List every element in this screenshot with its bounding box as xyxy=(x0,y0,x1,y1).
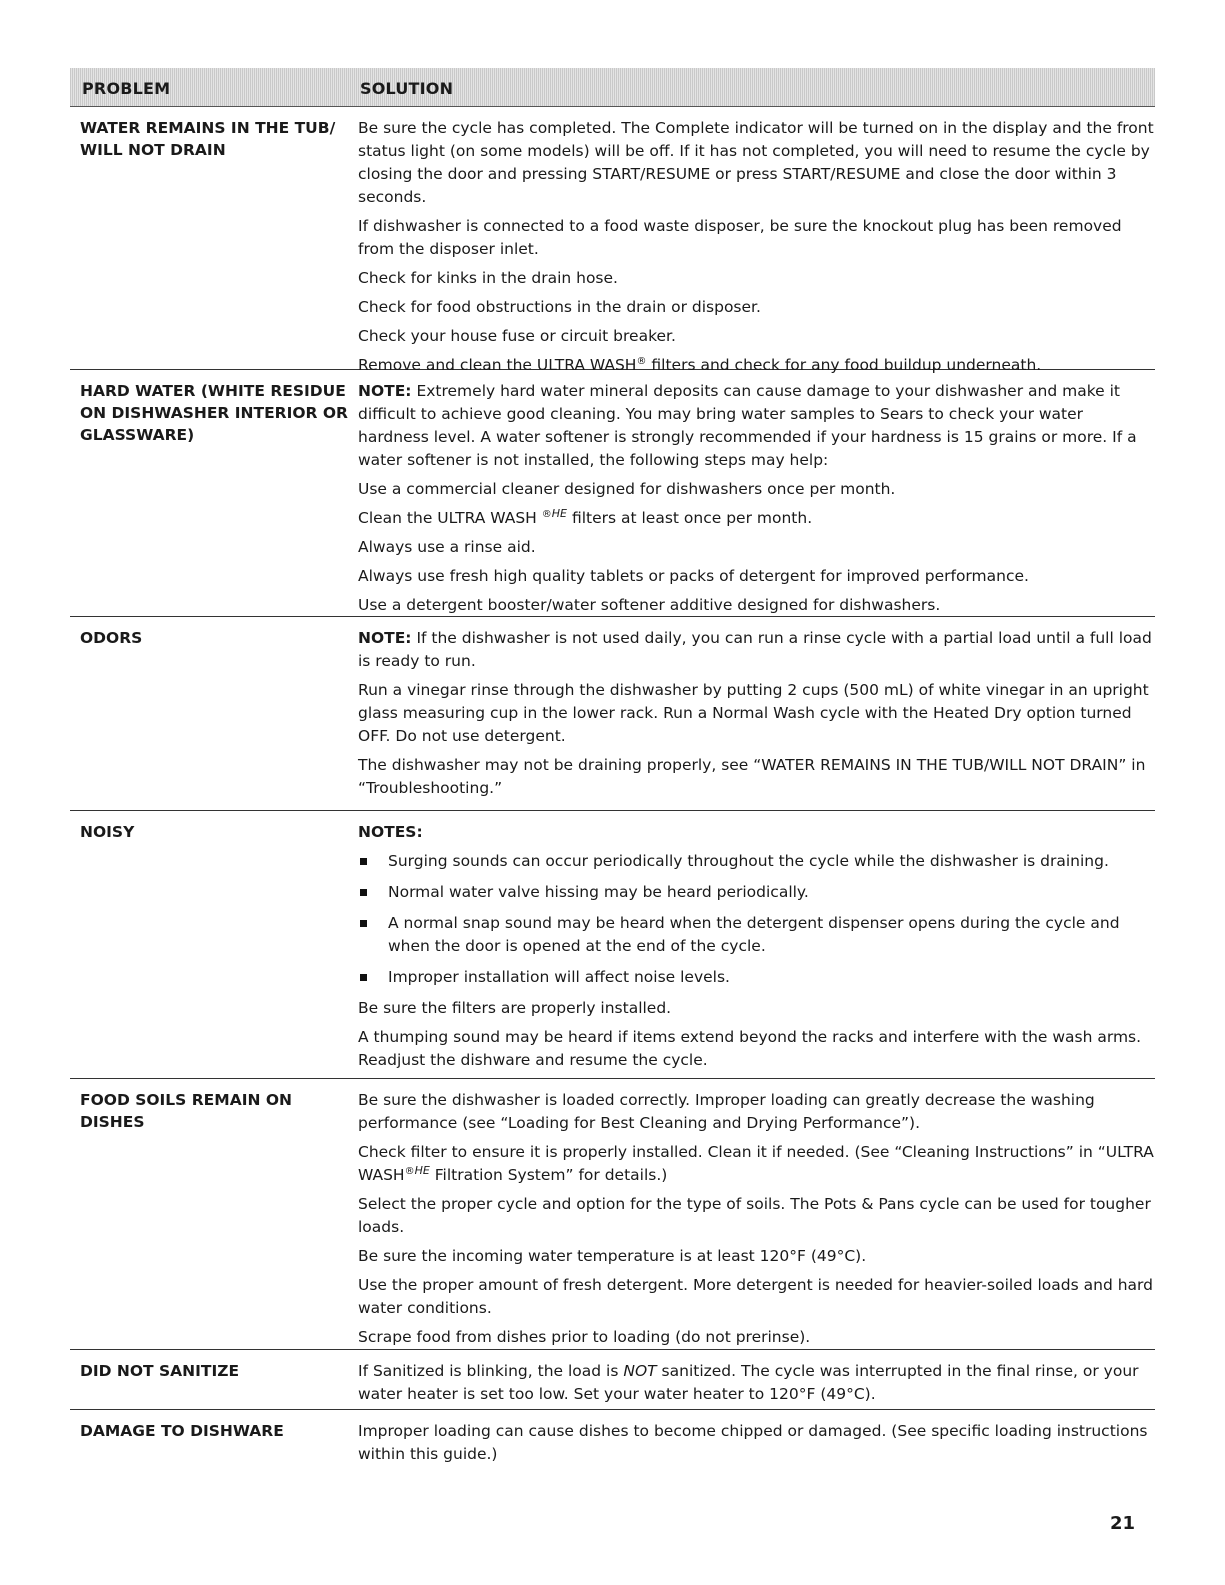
solution-paragraph xyxy=(358,1141,1155,1187)
list-item-text: A normal snap sound may be heard when the detergent dispenser opens during the cycle and when the door is opened at the end of the cycle. xyxy=(388,914,1120,955)
problem-label: DID NOT SANITIZE xyxy=(80,1362,240,1380)
list-item xyxy=(358,966,1155,989)
table-header xyxy=(70,68,1155,107)
problem-label: HARD WATER (WHITE RESIDUE ON DISHWASHER INTERIOR OR GLASSWARE) xyxy=(80,382,348,444)
page-number: 21 xyxy=(1109,1513,1135,1534)
solution-cell xyxy=(358,380,1155,617)
solution-paragraph: Always use a rinse aid. xyxy=(358,538,536,556)
registered-mark: ® xyxy=(636,355,647,367)
table-row xyxy=(70,107,1155,374)
troubleshooting-table xyxy=(70,68,1155,1470)
text-segment: Check filter to ensure it is properly installed. Clean it if needed. (See “Cleaning Instructions” in “ULTRA WASH xyxy=(358,1143,1154,1184)
text-segment: sanitized. The cycle was interrupted in the final rinse, or your water heater is set too low. Set your water heater to 120°F (49°C). xyxy=(358,1362,1139,1403)
text-segment: filters at least once per month. xyxy=(567,509,813,527)
solution-paragraph: Check your house fuse or circuit breaker. xyxy=(358,327,676,345)
solution-paragraph: Be sure the cycle has completed. The Complete indicator will be turned on in the display and the front status light (on some models) will be off. If it has not completed, you will need to resume the cycle by closing the door and pressing START/RESUME or press START/RESUME and close the door within 3 seconds. xyxy=(358,119,1154,206)
solution-cell xyxy=(358,1089,1155,1349)
emphasis-text: NOT xyxy=(623,1362,657,1380)
solution-paragraph xyxy=(358,507,1155,530)
table-row xyxy=(70,617,1155,811)
solution-paragraph: Check for food obstructions in the drain or disposer. xyxy=(358,298,761,316)
table-row xyxy=(70,1410,1155,1470)
table-row xyxy=(70,811,1155,1079)
solution-paragraph xyxy=(358,627,1155,673)
problem-label: NOISY xyxy=(80,823,135,841)
table-row xyxy=(70,1079,1155,1350)
solution-paragraph: Use the proper amount of fresh detergent. More detergent is needed for heavier-soiled loads and hard water conditions. xyxy=(358,1276,1153,1317)
solution-paragraph: A thumping sound may be heard if items extend beyond the racks and interfere with the wash arms. Readjust the dishware and resume the cycle. xyxy=(358,1028,1142,1069)
solution-paragraph xyxy=(358,1360,1155,1406)
text-segment: Extremely hard water mineral deposits can cause damage to your dishwasher and make it difficult to achieve good cleaning. You may bring water samples to Sears to check your water hardness level. A water softener is strongly recommended if your hardness is 15 grains or more. If a water softener is not installed, the following steps may help: xyxy=(358,382,1137,469)
problem-column-header: PROBLEM xyxy=(82,79,171,98)
solution-paragraph: Use a detergent booster/water softener additive designed for dishwashers. xyxy=(358,596,941,614)
problem-label: WATER REMAINS IN THE TUB/ WILL NOT DRAIN xyxy=(80,119,336,159)
solution-column-header: SOLUTION xyxy=(360,79,454,98)
solution-paragraph: Be sure the incoming water temperature is at least 120°F (49°C). xyxy=(358,1247,867,1265)
list-item xyxy=(358,881,1155,904)
table-row xyxy=(70,370,1155,617)
text-segment: Filtration System” for details.) xyxy=(429,1166,668,1184)
text-segment: Clean the ULTRA WASH xyxy=(358,509,542,527)
solution-paragraph: Be sure the filters are properly installed. xyxy=(358,999,672,1017)
problem-label: FOOD SOILS REMAIN ON DISHES xyxy=(80,1091,292,1131)
solution-paragraph xyxy=(358,380,1155,472)
bullet-square-icon xyxy=(360,920,367,927)
list-item xyxy=(358,850,1155,873)
solution-paragraph: Be sure the dishwasher is loaded correctly. Improper loading can greatly decrease the washing performance (see “Loading for Best Cleaning and Drying Performance”). xyxy=(358,1091,1095,1132)
note-label: NOTE: xyxy=(358,382,412,400)
registered-mark: ® xyxy=(404,1165,415,1177)
note-label: NOTE: xyxy=(358,629,412,647)
solution-cell xyxy=(358,627,1155,800)
notes-list xyxy=(358,850,1155,989)
he-mark: HE xyxy=(414,1163,430,1177)
solution-paragraph: Scrape food from dishes prior to loading (do not prerinse). xyxy=(358,1328,811,1346)
solution-paragraph: Use a commercial cleaner designed for dishwashers once per month. xyxy=(358,480,896,498)
solution-paragraph: The dishwasher may not be draining properly, see “WATER REMAINS IN THE TUB/WILL NOT DRAIN” in “Troubleshooting.” xyxy=(358,756,1146,797)
text-segment: If the dishwasher is not used daily, you can run a rinse cycle with a partial load until a full load is ready to run. xyxy=(358,629,1152,670)
problem-label: DAMAGE TO DISHWARE xyxy=(80,1422,284,1440)
he-mark: HE xyxy=(551,506,568,520)
solution-paragraph: Improper loading can cause dishes to become chipped or damaged. (See specific loading instructions within this guide.) xyxy=(358,1422,1148,1463)
problem-label: ODORS xyxy=(80,629,143,647)
bullet-square-icon xyxy=(360,858,367,865)
solution-paragraph: If dishwasher is connected to a food waste disposer, be sure the knockout plug has been removed from the disposer inlet. xyxy=(358,217,1122,258)
notes-label: NOTES: xyxy=(358,823,423,841)
solution-cell xyxy=(358,1360,1155,1406)
bullet-square-icon xyxy=(360,974,367,981)
list-item xyxy=(358,912,1155,958)
text-segment: filters and check for any food buildup underneath. xyxy=(646,356,1042,374)
solution-cell xyxy=(358,1420,1155,1466)
text-segment: Remove and clean the ULTRA WASH xyxy=(358,356,637,374)
bullet-square-icon xyxy=(360,889,367,896)
solution-paragraph: Select the proper cycle and option for the type of soils. The Pots & Pans cycle can be used for tougher loads. xyxy=(358,1195,1151,1236)
text-segment: If Sanitized is blinking, the load is xyxy=(358,1362,624,1380)
table-row xyxy=(70,1350,1155,1410)
list-item-text: Normal water valve hissing may be heard periodically. xyxy=(388,883,809,901)
solution-cell xyxy=(358,821,1155,1072)
solution-cell xyxy=(358,117,1155,377)
solution-paragraph: Check for kinks in the drain hose. xyxy=(358,269,618,287)
list-item-text: Improper installation will affect noise levels. xyxy=(388,968,730,986)
registered-mark: ® xyxy=(541,508,552,520)
solution-paragraph: Always use fresh high quality tablets or packs of detergent for improved performance. xyxy=(358,567,1029,585)
list-item-text: Surging sounds can occur periodically throughout the cycle while the dishwasher is draining. xyxy=(388,852,1109,870)
solution-paragraph: Run a vinegar rinse through the dishwasher by putting 2 cups (500 mL) of white vinegar in an upright glass measuring cup in the lower rack. Run a Normal Wash cycle with the Heated Dry option turned OFF. Do not use detergent. xyxy=(358,681,1149,745)
